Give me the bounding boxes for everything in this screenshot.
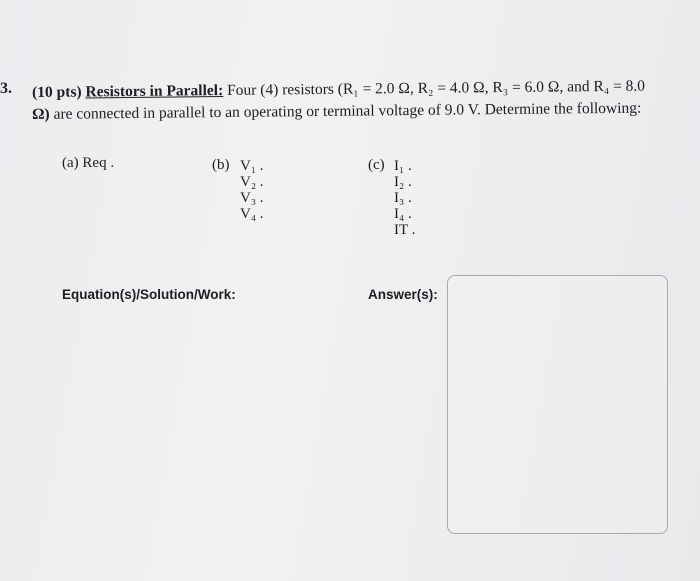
part-c-items xyxy=(394,158,415,238)
work-label: Equation(s)/Solution/Work: xyxy=(62,287,236,302)
ohm-unit: Ω) xyxy=(32,105,50,123)
part-b-item: V₃ . xyxy=(240,190,264,206)
part-c-item: I₄ . xyxy=(394,206,412,222)
part-b-items xyxy=(240,158,264,222)
part-b-item: V₁ . xyxy=(240,158,264,174)
part-a xyxy=(62,155,114,172)
points-label: (10 pts) xyxy=(32,83,82,101)
question-text-2: are connected in parallel to an operating or terminal voltage of 9.0 V. Determine the following: xyxy=(53,99,642,123)
part-c-label: (c) xyxy=(368,157,385,173)
part-b-item: V₂ . xyxy=(240,174,264,190)
question-text-1: Four (4) resistors (R₁ = 2.0 Ω, R₂ = 4.0 Ω, R₃ = 6.0 Ω, and R₄ = 8.0 xyxy=(227,77,646,99)
part-a-label: (a) xyxy=(62,155,79,171)
part-b-item: V₄ . xyxy=(240,206,264,222)
question-line-1 xyxy=(32,78,645,102)
answer-box[interactable] xyxy=(447,275,668,534)
part-c-item: I₂ . xyxy=(394,174,412,190)
question-line-2 xyxy=(32,100,641,124)
part-c-item: IT . xyxy=(394,222,416,238)
part-a-item: Req . xyxy=(82,155,115,171)
part-c-item: I₃ . xyxy=(394,190,412,206)
topic-heading: Resistors in Parallel: xyxy=(85,81,224,101)
question-number: 3. xyxy=(0,80,12,97)
part-b-label: (b) xyxy=(212,157,230,173)
answer-label: Answer(s): xyxy=(368,287,438,302)
part-c-item: I₁ . xyxy=(394,158,412,174)
